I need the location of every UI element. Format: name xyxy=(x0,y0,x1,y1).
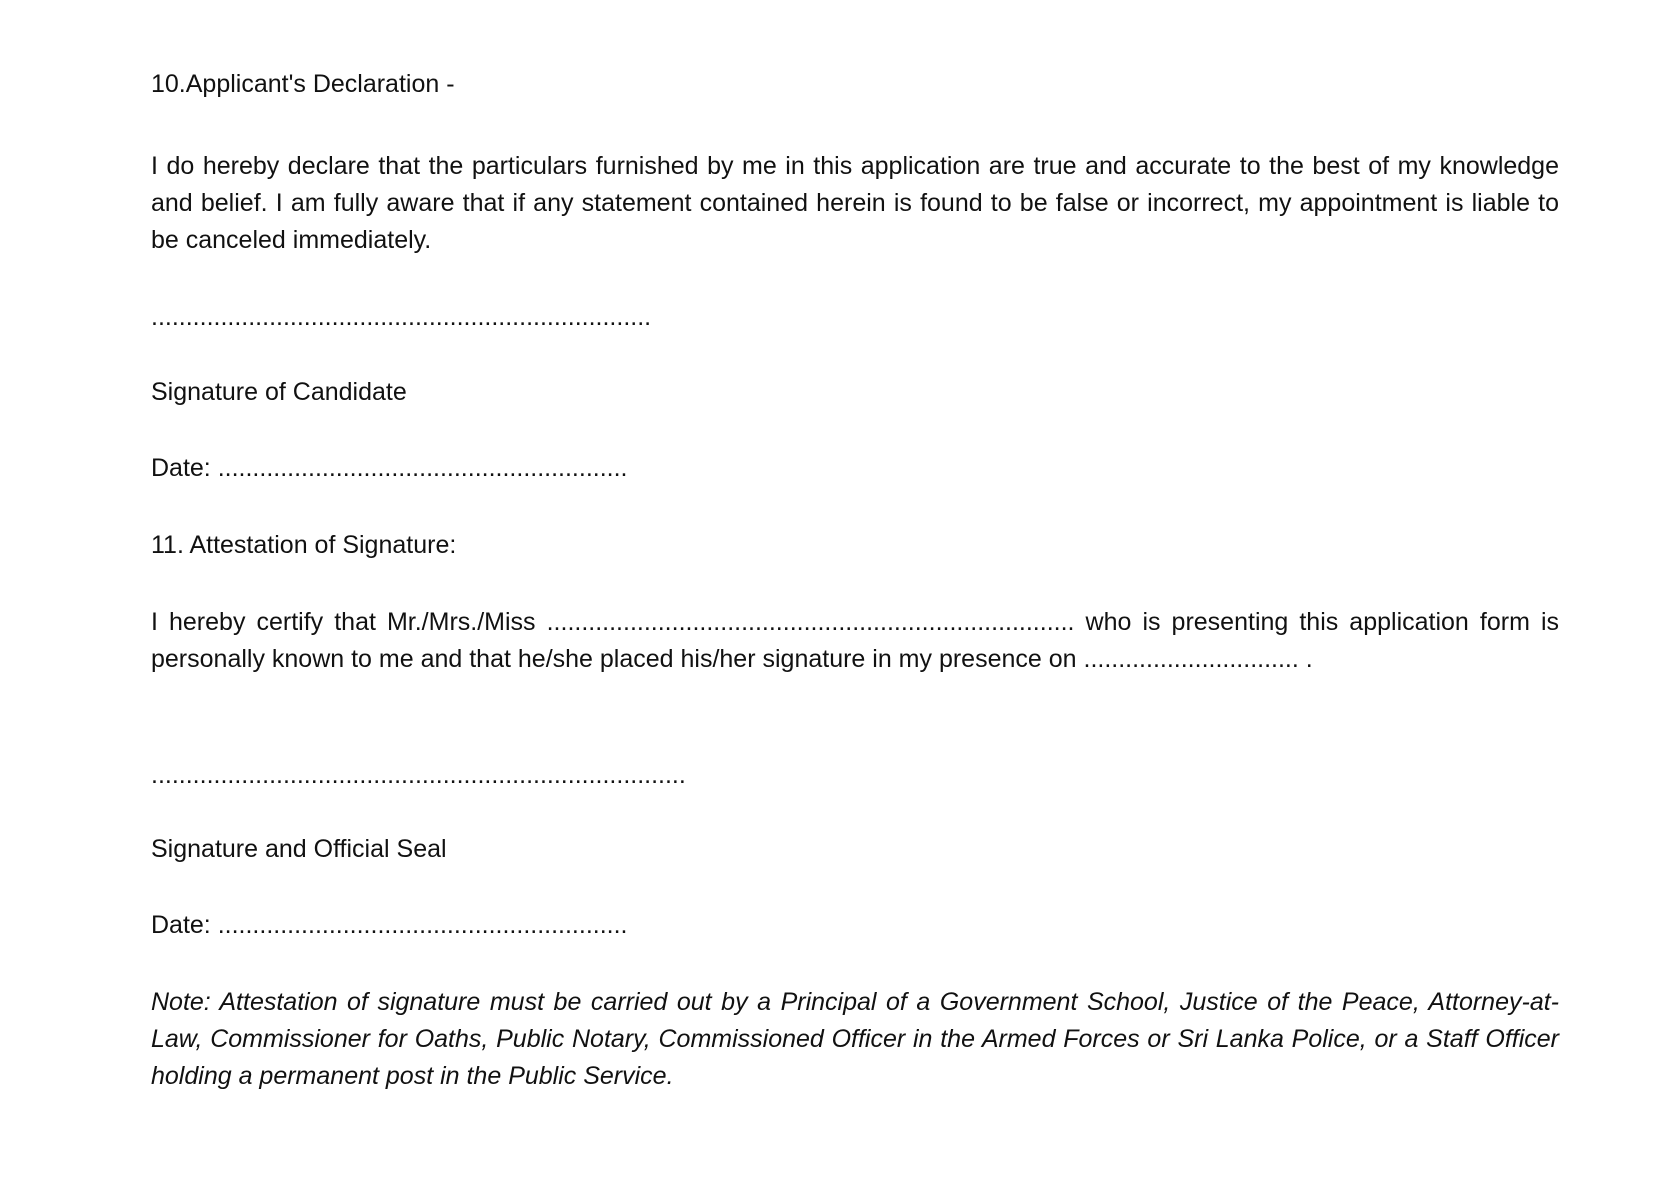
candidate-signature-label: Signature of Candidate xyxy=(151,378,407,406)
attestor-signature-label: Signature and Official Seal xyxy=(151,835,447,863)
declaration-body: I do hereby declare that the particulars furnished by me in this application are true and accurate to the best of my knowledge and belief. I am fully aware that if any statement contained herein is found to be false or incorrect, my appointment is liable to be canceled immediately. xyxy=(151,152,1559,254)
attestor-date-line: Date: ........................................................... xyxy=(151,911,628,939)
attestation-note: Note: Attestation of signature must be carried out by a Principal of a Government School, Justice of the Peace, Attorney-at-Law, Commissioner for Oaths, Public Notary, Commissioned Officer in the Armed Forces or Sri Lanka Police, or a Staff Officer holding a permanent post in the Public Service. xyxy=(151,988,1559,1090)
declaration-heading: 10.Applicant's Declaration - xyxy=(151,70,455,98)
candidate-signature-line: ........................................................................ xyxy=(151,303,652,331)
attestation-heading: 11. Attestation of Signature: xyxy=(151,531,457,559)
attestation-body: I hereby certify that Mr./Mrs./Miss ............................................................................ who is presenting this application form is personally known to me and that he/she placed his/her signature in my presence on ............................... . xyxy=(151,608,1559,673)
candidate-date-line: Date: ........................................................... xyxy=(151,454,628,482)
attestor-signature-line: ............................................................................. xyxy=(151,761,686,789)
